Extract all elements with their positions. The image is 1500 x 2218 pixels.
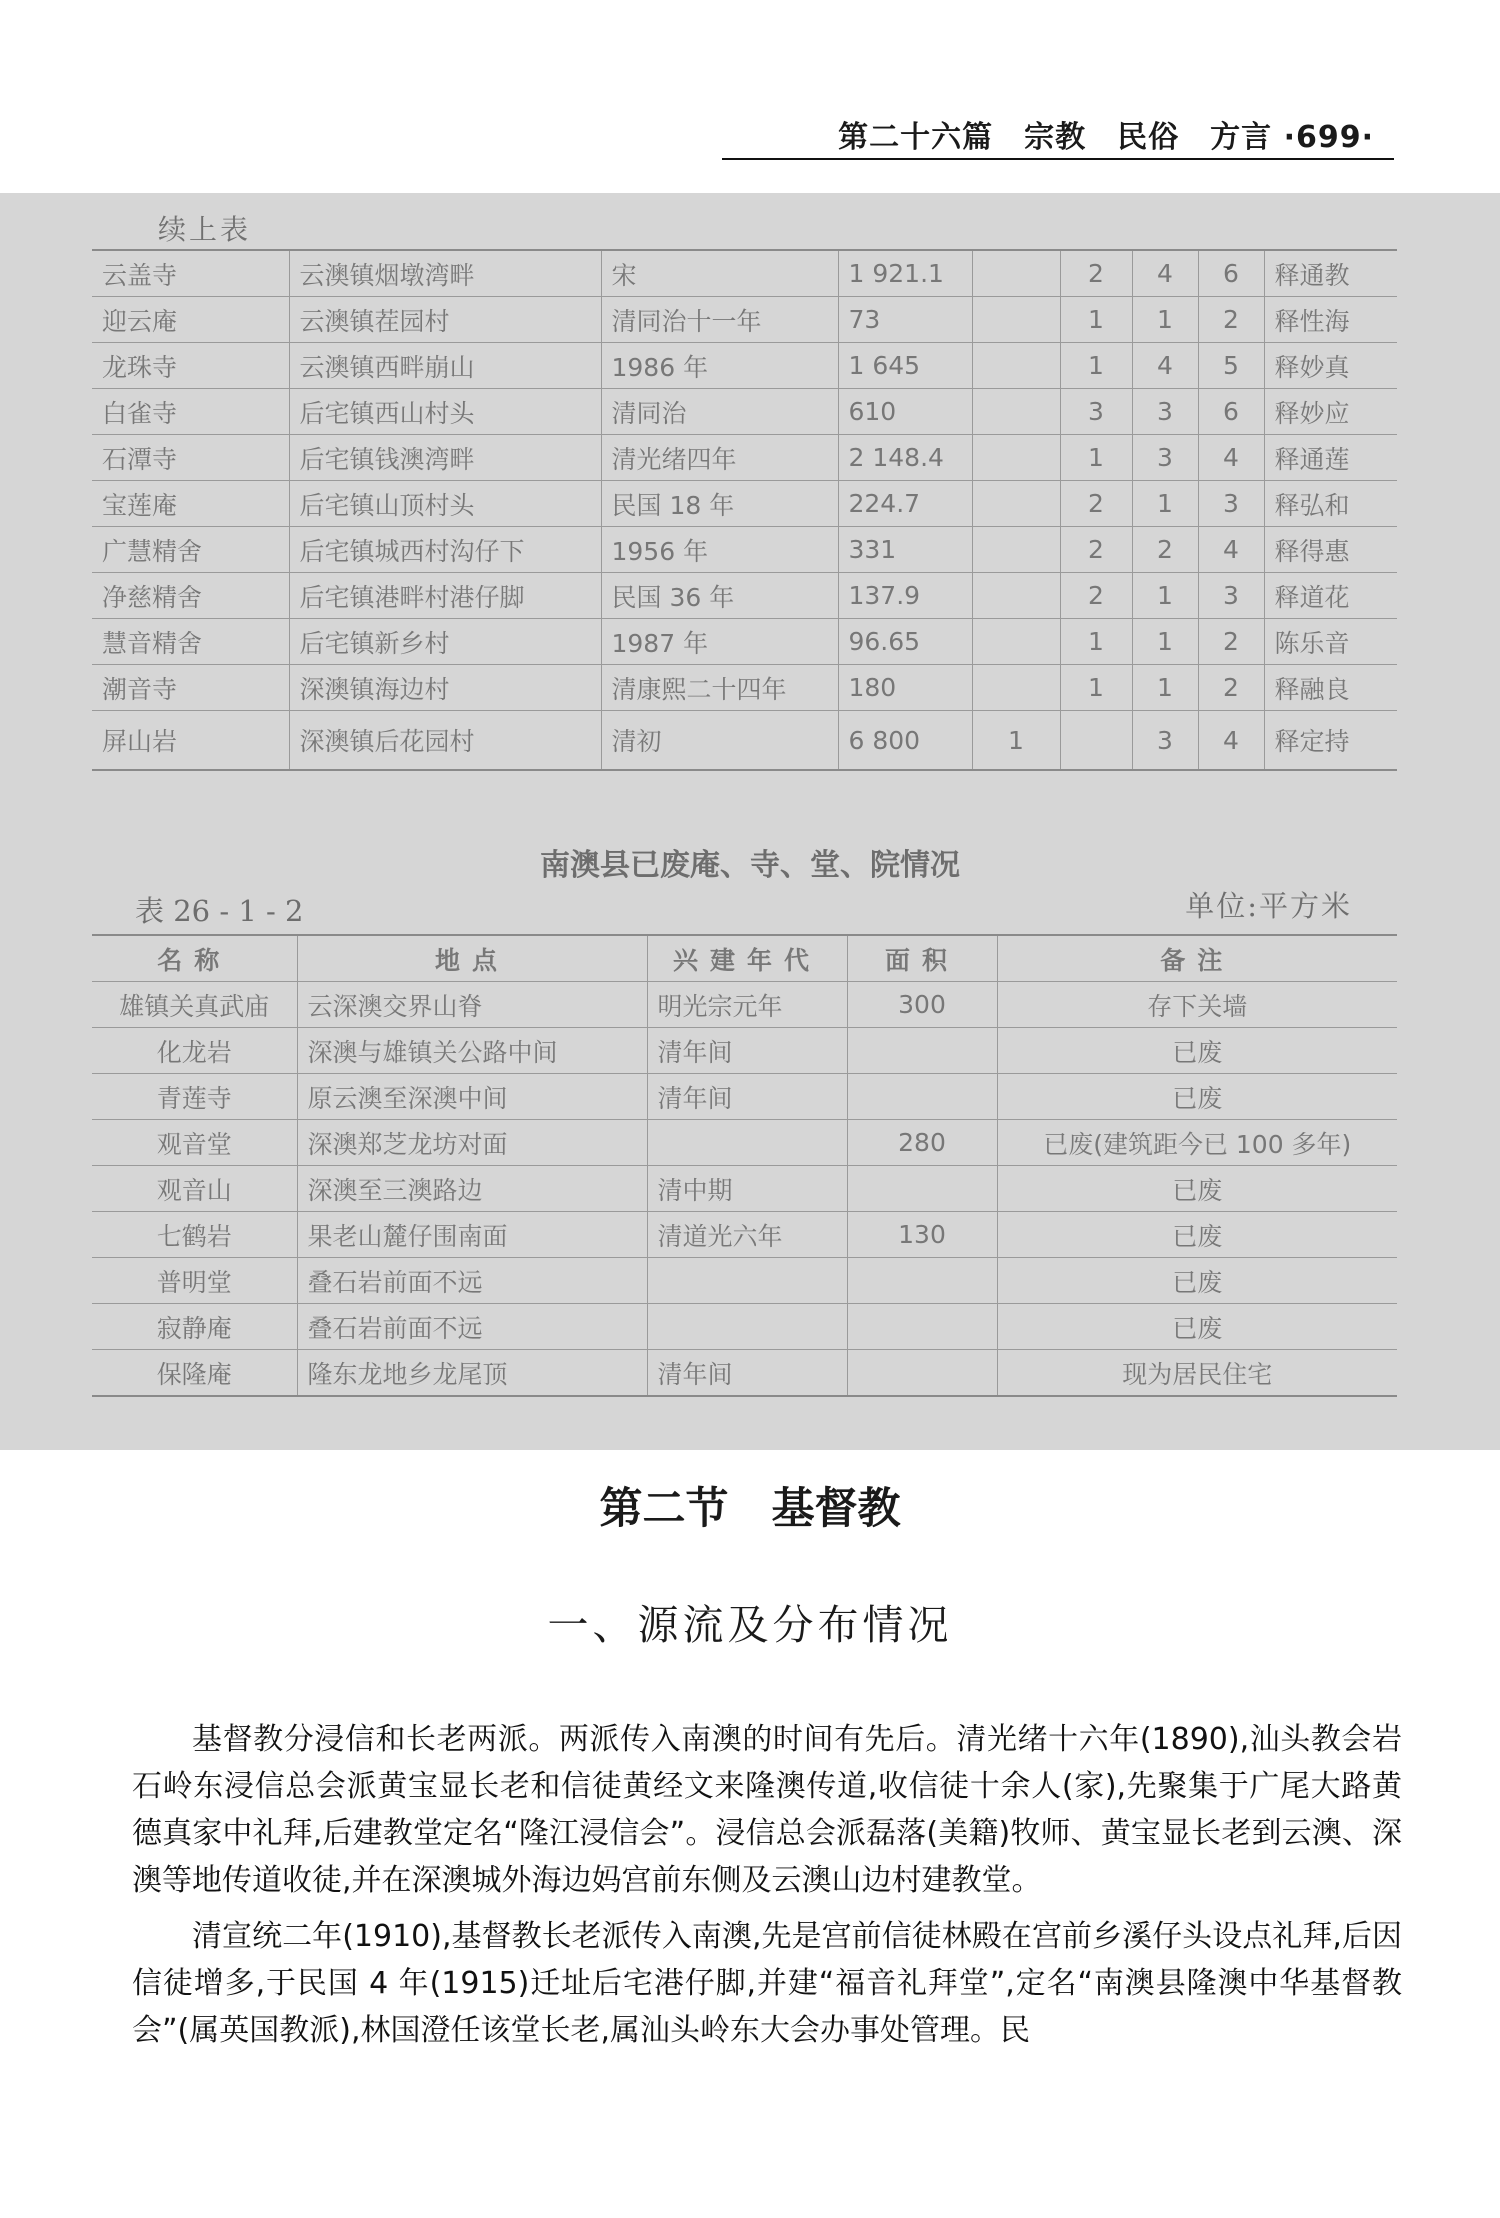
cell-name: 云盖寺 bbox=[92, 250, 289, 297]
cell-era bbox=[647, 1120, 847, 1166]
cell-area: 96.65 bbox=[838, 619, 972, 665]
cell-location: 后宅镇新乡村 bbox=[289, 619, 601, 665]
cell-name: 迎云庵 bbox=[92, 297, 289, 343]
cell-area: 1 645 bbox=[838, 343, 972, 389]
table-row bbox=[92, 982, 1397, 1028]
cell-area: 137.9 bbox=[838, 573, 972, 619]
cell-count bbox=[972, 573, 1060, 619]
table2-title: 南澳县已废庵、寺、堂、院情况 bbox=[540, 848, 960, 883]
cell-count: 3 bbox=[1132, 711, 1198, 771]
header-remarks: 备注 bbox=[997, 935, 1397, 982]
cell-abbot: 释定持 bbox=[1264, 711, 1397, 771]
cell-area: 2 148.4 bbox=[838, 435, 972, 481]
cell-name: 雄镇关真武庙 bbox=[92, 982, 297, 1028]
cell-remarks: 已废 bbox=[997, 1028, 1397, 1074]
cell-remarks: 存下关墙 bbox=[997, 982, 1397, 1028]
cell-era: 1956 年 bbox=[601, 527, 838, 573]
cell-abbot: 释弘和 bbox=[1264, 481, 1397, 527]
cell-count: 1 bbox=[1132, 297, 1198, 343]
cell-era: 清年间 bbox=[647, 1028, 847, 1074]
table-row bbox=[92, 1258, 1397, 1304]
cell-remarks: 已废 bbox=[997, 1258, 1397, 1304]
cell-abbot: 释融良 bbox=[1264, 665, 1397, 711]
cell-area: 1 921.1 bbox=[838, 250, 972, 297]
cell-location: 叠石岩前面不远 bbox=[297, 1258, 647, 1304]
cell-remarks: 已废 bbox=[997, 1212, 1397, 1258]
cell-era: 1987 年 bbox=[601, 619, 838, 665]
cell-area: 6 800 bbox=[838, 711, 972, 771]
cell-era: 民国 36 年 bbox=[601, 573, 838, 619]
cell-count bbox=[972, 481, 1060, 527]
cell-name: 广慧精舍 bbox=[92, 527, 289, 573]
cell-count: 2 bbox=[1060, 481, 1132, 527]
cell-location: 深澳至三澳路边 bbox=[297, 1166, 647, 1212]
cell-location: 云澳镇茬园村 bbox=[289, 297, 601, 343]
cell-era: 清年间 bbox=[647, 1350, 847, 1397]
cell-count: 2 bbox=[1198, 297, 1264, 343]
cell-name: 普明堂 bbox=[92, 1258, 297, 1304]
cell-location: 深澳镇海边村 bbox=[289, 665, 601, 711]
continuation-label: 续上表 bbox=[158, 213, 252, 246]
cell-location: 后宅镇钱澳湾畔 bbox=[289, 435, 601, 481]
cell-area bbox=[847, 1258, 997, 1304]
cell-location: 原云澳至深澳中间 bbox=[297, 1074, 647, 1120]
cell-count: 1 bbox=[1132, 481, 1198, 527]
cell-era: 清年间 bbox=[647, 1074, 847, 1120]
header-area: 面积 bbox=[847, 935, 997, 982]
table-row bbox=[92, 1304, 1397, 1350]
cell-area bbox=[847, 1304, 997, 1350]
cell-location: 深澳与雄镇关公路中间 bbox=[297, 1028, 647, 1074]
cell-count: 4 bbox=[1132, 250, 1198, 297]
table2-number: 表 26 - 1 - 2 bbox=[135, 894, 304, 928]
cell-era: 宋 bbox=[601, 250, 838, 297]
table-row bbox=[92, 435, 1397, 481]
cell-count bbox=[972, 297, 1060, 343]
cell-era: 清同治 bbox=[601, 389, 838, 435]
section-subtitle: 一、源流及分布情况 bbox=[547, 1601, 953, 1649]
cell-name: 白雀寺 bbox=[92, 389, 289, 435]
cell-era: 1986 年 bbox=[601, 343, 838, 389]
cell-name: 保隆庵 bbox=[92, 1350, 297, 1397]
cell-location: 后宅镇西山村头 bbox=[289, 389, 601, 435]
cell-count bbox=[972, 343, 1060, 389]
cell-count: 1 bbox=[1132, 665, 1198, 711]
cell-abbot: 释通教 bbox=[1264, 250, 1397, 297]
cell-count: 4 bbox=[1132, 343, 1198, 389]
cell-abbot: 释妙应 bbox=[1264, 389, 1397, 435]
cell-count: 2 bbox=[1198, 619, 1264, 665]
cell-count bbox=[972, 527, 1060, 573]
table2-unit: 单位:平方米 bbox=[1185, 889, 1352, 923]
table-row bbox=[92, 619, 1397, 665]
cell-name: 寂静庵 bbox=[92, 1304, 297, 1350]
table2-body bbox=[92, 982, 1397, 1397]
cell-name: 化龙岩 bbox=[92, 1028, 297, 1074]
cell-location: 后宅镇港畔村港仔脚 bbox=[289, 573, 601, 619]
page-header bbox=[722, 108, 1394, 160]
cell-count: 1 bbox=[1132, 573, 1198, 619]
cell-count: 3 bbox=[1132, 389, 1198, 435]
cell-count: 1 bbox=[972, 711, 1060, 771]
cell-name: 观音堂 bbox=[92, 1120, 297, 1166]
cell-area: 280 bbox=[847, 1120, 997, 1166]
cell-remarks: 已废 bbox=[997, 1074, 1397, 1120]
cell-count: 4 bbox=[1198, 527, 1264, 573]
cell-count: 1 bbox=[1060, 435, 1132, 481]
cell-era: 民国 18 年 bbox=[601, 481, 838, 527]
cell-count bbox=[1060, 711, 1132, 771]
cell-name: 屏山岩 bbox=[92, 711, 289, 771]
body-paragraph: 基督教分浸信和长老两派。两派传入南澳的时间有先后。清光绪十六年(1890),汕头教会岩石岭东浸信总会派黄宝显长老和信徒黄经文来隆澳传道,收信徒十余人(家),先聚集于广尾大路黄德真家中礼拜,后建教堂定名“隆江浸信会”。浸信总会派磊落(美籍)牧师、黄宝显长老到云澳、深澳等地传道收徒,并在深澳城外海边妈宫前东侧及云澳山边村建教堂。 bbox=[132, 1722, 1402, 1898]
cell-count: 1 bbox=[1132, 619, 1198, 665]
cell-name: 龙珠寺 bbox=[92, 343, 289, 389]
table-row bbox=[92, 1074, 1397, 1120]
table-row bbox=[92, 250, 1397, 297]
cell-era bbox=[647, 1258, 847, 1304]
header-era: 兴建年代 bbox=[647, 935, 847, 982]
cell-era: 清道光六年 bbox=[647, 1212, 847, 1258]
table2-header-row bbox=[92, 935, 1397, 982]
table-row bbox=[92, 481, 1397, 527]
cell-count: 5 bbox=[1198, 343, 1264, 389]
cell-count: 4 bbox=[1198, 711, 1264, 771]
cell-location: 云澳镇烟墩湾畔 bbox=[289, 250, 601, 297]
cell-count: 3 bbox=[1132, 435, 1198, 481]
cell-abbot: 释性海 bbox=[1264, 297, 1397, 343]
table-row bbox=[92, 573, 1397, 619]
table-row bbox=[92, 711, 1397, 771]
cell-abbot: 释通莲 bbox=[1264, 435, 1397, 481]
cell-count: 6 bbox=[1198, 389, 1264, 435]
temple-table-continued bbox=[92, 249, 1397, 771]
cell-abbot: 陈乐音 bbox=[1264, 619, 1397, 665]
cell-era: 清初 bbox=[601, 711, 838, 771]
cell-count: 3 bbox=[1198, 481, 1264, 527]
cell-count: 1 bbox=[1060, 665, 1132, 711]
cell-count: 2 bbox=[1198, 665, 1264, 711]
cell-location: 叠石岩前面不远 bbox=[297, 1304, 647, 1350]
cell-name: 石潭寺 bbox=[92, 435, 289, 481]
cell-area: 180 bbox=[838, 665, 972, 711]
cell-count: 3 bbox=[1060, 389, 1132, 435]
cell-abbot: 释妙真 bbox=[1264, 343, 1397, 389]
cell-location: 后宅镇城西村沟仔下 bbox=[289, 527, 601, 573]
cell-era: 清光绪四年 bbox=[601, 435, 838, 481]
cell-count: 2 bbox=[1132, 527, 1198, 573]
cell-location: 后宅镇山顶村头 bbox=[289, 481, 601, 527]
table-row bbox=[92, 1028, 1397, 1074]
cell-count: 1 bbox=[1060, 343, 1132, 389]
cell-location: 云澳镇西畔崩山 bbox=[289, 343, 601, 389]
table-row bbox=[92, 389, 1397, 435]
cell-name: 慧音精舍 bbox=[92, 619, 289, 665]
cell-name: 净慈精舍 bbox=[92, 573, 289, 619]
cell-abbot: 释道花 bbox=[1264, 573, 1397, 619]
cell-name: 潮音寺 bbox=[92, 665, 289, 711]
cell-name: 七鹤岩 bbox=[92, 1212, 297, 1258]
section-title: 第二节 基督教 bbox=[599, 1484, 901, 1534]
cell-area: 73 bbox=[838, 297, 972, 343]
header-name: 名称 bbox=[92, 935, 297, 982]
table-row bbox=[92, 1350, 1397, 1397]
cell-remarks: 已废 bbox=[997, 1304, 1397, 1350]
cell-count: 1 bbox=[1060, 619, 1132, 665]
table-row bbox=[92, 665, 1397, 711]
cell-area: 130 bbox=[847, 1212, 997, 1258]
cell-count: 6 bbox=[1198, 250, 1264, 297]
cell-era: 清中期 bbox=[647, 1166, 847, 1212]
cell-area: 300 bbox=[847, 982, 997, 1028]
cell-era: 明光宗元年 bbox=[647, 982, 847, 1028]
cell-name: 宝莲庵 bbox=[92, 481, 289, 527]
cell-count bbox=[972, 250, 1060, 297]
cell-era: 清康熙二十四年 bbox=[601, 665, 838, 711]
cell-area bbox=[847, 1028, 997, 1074]
table1-body bbox=[92, 250, 1397, 770]
cell-area: 331 bbox=[838, 527, 972, 573]
cell-count bbox=[972, 389, 1060, 435]
cell-abbot: 释得惠 bbox=[1264, 527, 1397, 573]
table-row bbox=[92, 343, 1397, 389]
body-paragraph: 清宣统二年(1910),基督教长老派传入南澳,先是宫前信徒林殿在宫前乡溪仔头设点礼拜,后因信徒增多,于民国 4 年(1915)迁址后宅港仔脚,并建“福音礼拜堂”,定名“南澳县隆澳中华基督教会”(属英国教派),林国澄任该堂长老,属汕头岭东大会办事处管理。民 bbox=[132, 1919, 1402, 2048]
table-row bbox=[92, 1120, 1397, 1166]
cell-location: 隆东龙地乡龙尾顶 bbox=[297, 1350, 647, 1397]
cell-count bbox=[972, 435, 1060, 481]
cell-location: 深澳镇后花园村 bbox=[289, 711, 601, 771]
cell-area: 224.7 bbox=[838, 481, 972, 527]
table-row bbox=[92, 297, 1397, 343]
cell-location: 果老山麓仔围南面 bbox=[297, 1212, 647, 1258]
cell-name: 青莲寺 bbox=[92, 1074, 297, 1120]
abandoned-temples-table bbox=[92, 934, 1397, 1397]
cell-era bbox=[647, 1304, 847, 1350]
header-location: 地点 bbox=[297, 935, 647, 982]
cell-area bbox=[847, 1166, 997, 1212]
cell-remarks: 已废 bbox=[997, 1166, 1397, 1212]
table-row bbox=[92, 1212, 1397, 1258]
table-row bbox=[92, 1166, 1397, 1212]
cell-remarks: 现为居民住宅 bbox=[997, 1350, 1397, 1397]
cell-count bbox=[972, 665, 1060, 711]
cell-area bbox=[847, 1350, 997, 1397]
cell-era: 清同治十一年 bbox=[601, 297, 838, 343]
cell-count: 1 bbox=[1060, 297, 1132, 343]
cell-area bbox=[847, 1074, 997, 1120]
cell-location: 深澳郑芝龙坊对面 bbox=[297, 1120, 647, 1166]
cell-remarks: 已废(建筑距今已 100 多年) bbox=[997, 1120, 1397, 1166]
cell-area: 610 bbox=[838, 389, 972, 435]
running-title: 第二十六篇 宗教 民俗 方言 ·699· bbox=[838, 120, 1374, 155]
cell-count: 3 bbox=[1198, 573, 1264, 619]
cell-count: 2 bbox=[1060, 573, 1132, 619]
cell-location: 云深澳交界山脊 bbox=[297, 982, 647, 1028]
cell-count bbox=[972, 619, 1060, 665]
cell-count: 4 bbox=[1198, 435, 1264, 481]
table-row bbox=[92, 527, 1397, 573]
cell-name: 观音山 bbox=[92, 1166, 297, 1212]
cell-count: 2 bbox=[1060, 250, 1132, 297]
cell-count: 2 bbox=[1060, 527, 1132, 573]
